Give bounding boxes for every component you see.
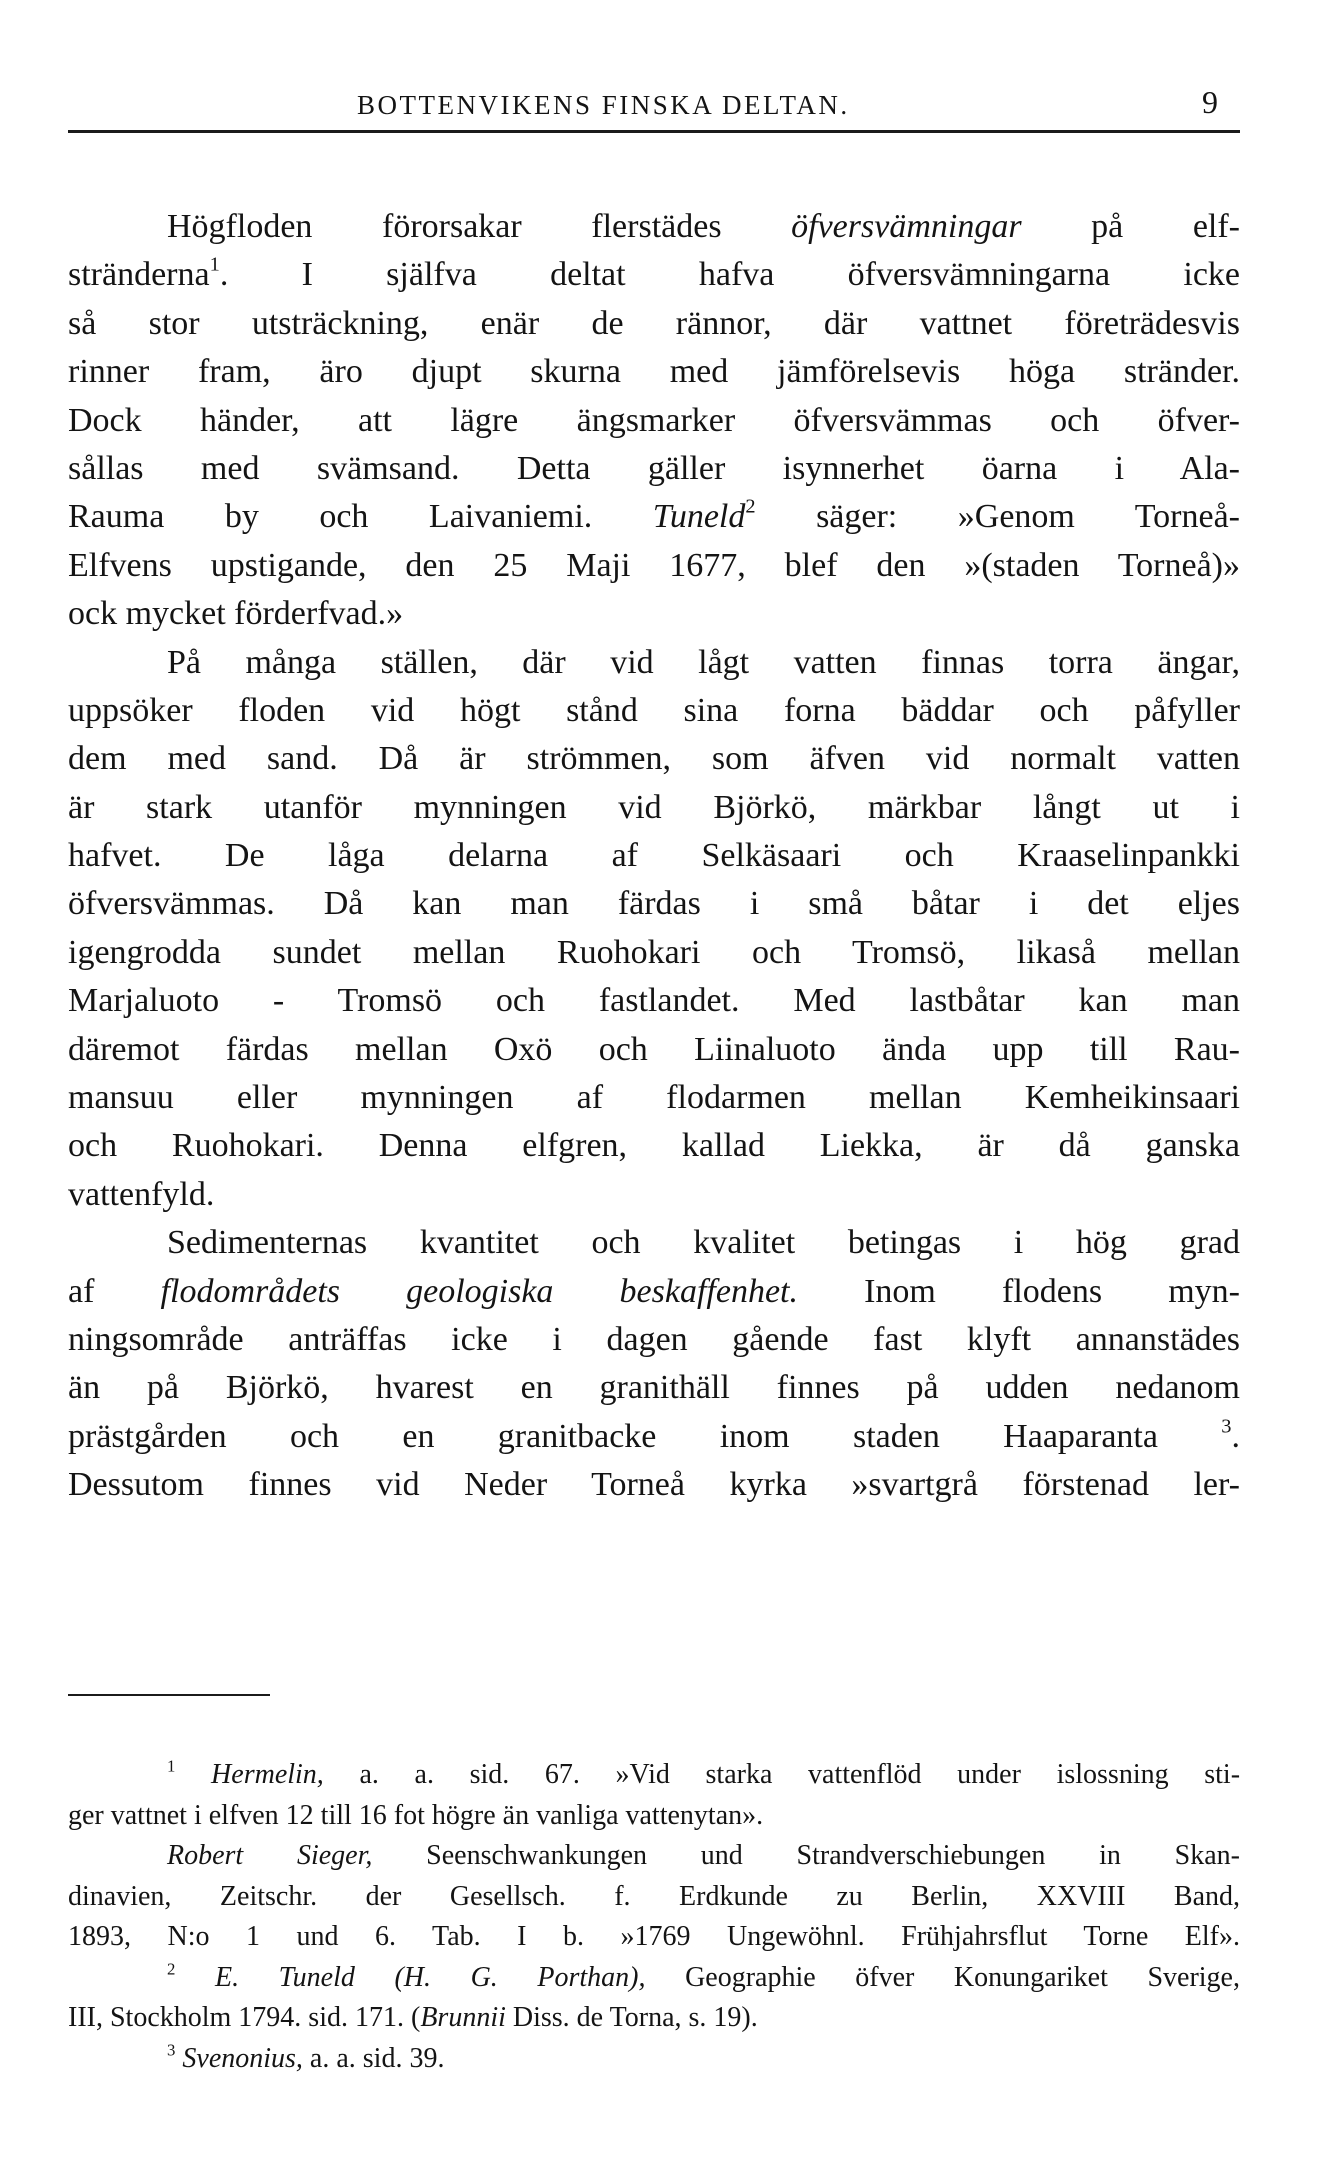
page-number: 9 <box>1202 84 1218 120</box>
footnote-line: ger vattnet i elfven 12 till 16 fot högre än vanliga vattenytan». <box>68 1799 764 1831</box>
header-rule <box>68 130 1240 133</box>
text-line: än på Björkö, hvarest en granithäll finnes på udden nedanom <box>68 1369 1240 1407</box>
text-line: Dessutom finnes vid Neder Torneå kyrka »svartgrå förstenad ler- <box>68 1466 1240 1504</box>
text-line: Högfloden förorsakar flerstädes öfversvämningar på elf- <box>167 208 1240 245</box>
body-text <box>68 203 1240 1510</box>
text-line: hafvet. De låga delarna af Selkäsaari och Kraaselinpankki <box>68 837 1240 875</box>
text-line: prästgården och en granitbacke inom staden Haaparanta $^3$. <box>68 1415 1240 1455</box>
text-line: af flodområdets geologiska beskaffenhet. Inom flodens myn- <box>68 1272 1240 1310</box>
text-line: Sedimenternas kvantitet och kvalitet betingas i hög grad <box>167 1224 1240 1262</box>
footnote-2: $^2$ E. Tuneld (H. G. Porthan), Geographie öfver Konungariket Sverige, <box>167 1958 1240 1993</box>
text-line: rinner fram, äro djupt skurna med jämförelsevis höga stränder. <box>68 353 1240 391</box>
text-line: dem med sand. Då är strömmen, som äfven vid normalt vatten <box>68 740 1240 778</box>
footnote-line: 1893, N:o 1 und 6. Tab. I b. »1769 Ungewöhnl. Frühjahrsflut Torne Elf». <box>68 1921 1240 1952</box>
text-line: Elfvens upstigande, den 25 Maji 1677, blef den »(staden Torneå)» <box>68 546 1240 584</box>
text-line: uppsöker floden vid högt stånd sina forna bäddar och påfyller <box>68 691 1240 729</box>
text-line: ock mycket förderfvad.» <box>68 595 404 633</box>
footnote-marker: 2 <box>167 1958 176 1978</box>
footnote-marker: 3 <box>167 2039 176 2059</box>
footnote-3: $^3$ Svenonius, a. a. sid. 39. <box>167 2039 445 2074</box>
text-line: däremot färdas mellan Oxö och Liinaluoto ända upp till Rau- <box>68 1030 1240 1068</box>
footnote-1: $^1$ Hermelin, a. a. sid. 67. »Vid starka vattenflöd under islossning sti- <box>167 1756 1241 1790</box>
footnote-line: III, Stockholm 1794. sid. 171. (Brunnii Diss. de Torna, s. 19). <box>68 2002 758 2033</box>
footnote-line: dinavien, Zeitschr. der Gesellsch. f. Erdkunde zu Berlin, XXVIII Band, <box>68 1880 1240 1912</box>
text-line: Rauma by och Laivaniemi. Tuneld$^2$ säger: »Genom Torneå- <box>68 496 1240 536</box>
footnote-marker: 1 <box>167 1756 176 1776</box>
footnote-line: Robert Sieger, Seenschwankungen und Strandverschiebungen in Skan- <box>167 1840 1240 1871</box>
text-line: ningsområde anträffas icke i dagen gående fast klyft annanstädes <box>68 1320 1240 1358</box>
text-line: sållas med svämsand. Detta gäller isynnerhet öarna i Ala- <box>68 449 1240 487</box>
text-line: och Ruohokari. Denna elfgren, kallad Liekka, är då ganska <box>68 1127 1240 1165</box>
text-line: öfversvämmas. Då kan man färdas i små båtar i det eljes <box>68 885 1240 923</box>
page-header <box>68 84 1238 124</box>
text-line: igengrodda sundet mellan Ruohokari och Tromsö, likaså mellan <box>68 933 1240 971</box>
text-line: mansuu eller mynningen af flodarmen mellan Kemheikinsaari <box>68 1079 1240 1117</box>
text-line: är stark utanför mynningen vid Björkö, märkbar långt ut i <box>68 788 1240 826</box>
text-line: vattenfyld. <box>68 1175 215 1213</box>
footnote-ref: 1 <box>209 254 220 277</box>
text-line: Marjaluoto - Tromsö och fastlandet. Med lastbåtar kan man <box>68 982 1240 1020</box>
text-line: så stor utsträckning, enär de rännor, där vattnet företrädesvis <box>68 304 1240 342</box>
footnote-ref: 2 <box>745 496 756 519</box>
footnote-ref: 3 <box>1221 1415 1232 1438</box>
text-line: Dock händer, att lägre ängsmarker öfversvämmas och öfver- <box>68 401 1240 439</box>
footnotes <box>68 1755 1240 2079</box>
text-line: På många ställen, där vid lågt vatten finnas torra ängar, <box>167 643 1240 681</box>
running-title: BOTTENVIKENS FINSKA DELTAN. <box>357 90 850 120</box>
footnote-rule <box>68 1694 270 1696</box>
text-line: stränderna$^1$. I själfva deltat hafva öfversvämningarna icke <box>68 254 1240 294</box>
